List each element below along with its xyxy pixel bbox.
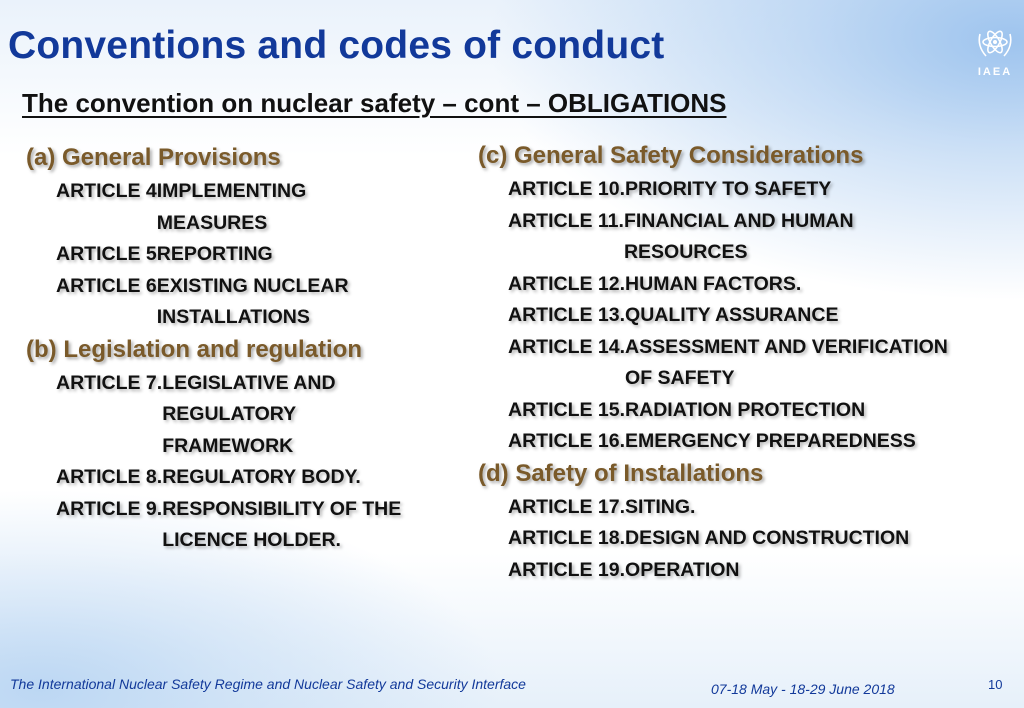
article-title: RADIATION PROTECTION [625,398,866,421]
right-column [478,140,1018,586]
article-title: QUALITY ASSURANCE [625,304,839,326]
article-number: ARTICLE 8. [56,466,163,488]
article-10 [478,174,1018,206]
left-column [26,142,456,557]
article-8 [26,462,456,494]
footer-course-title: The International Nuclear Safety Regime and Nuclear Safety and Security Interface [10,676,526,692]
article-number: ARTICLE 7. [56,371,163,394]
article-number: ARTICLE 9. [56,497,163,520]
article-title: EXISTING NUCLEAR INSTALLATIONS [156,274,349,328]
section-legislation-regulation: (b) Legislation and regulation [26,335,362,363]
article-13 [478,300,1018,332]
slide-subtitle: The convention on nuclear safety – cont – OBLIGATIONS [22,88,727,118]
article-12 [478,269,1018,301]
article-title: DESIGN AND CONSTRUCTION [625,527,910,549]
article-number: ARTICLE 16. [508,430,626,452]
section-general-provisions: (a) General Provisions [26,144,281,171]
section-general-safety: (c) General Safety Considerations [478,142,864,169]
article-16 [478,426,1018,458]
article-number: ARTICLE 18. [508,527,626,549]
article-19 [478,555,1018,587]
article-number: ARTICLE 15. [508,398,626,421]
article-title: SITING. [625,495,696,518]
article-title: LEGISLATIVE AND REGULATORY FRAMEWORK [162,371,336,457]
section-safety-installations: (d) Safety of Installations [478,459,764,487]
article-title: IMPLEMENTING MEASURES [156,180,307,234]
article-number: ARTICLE 5 [56,243,157,265]
article-14 [478,332,1018,395]
article-4 [26,176,456,239]
iaea-logo [970,24,1020,80]
article-title: HUMAN FACTORS. [625,272,802,295]
article-number: ARTICLE 13. [508,304,626,326]
logo-text: IAEA [977,66,1013,78]
article-15 [478,395,1018,427]
article-number: ARTICLE 19. [508,558,626,581]
article-number: ARTICLE 4 [56,180,157,202]
article-number: ARTICLE 10. [508,178,626,200]
iaea-logo-icon [974,24,1016,64]
article-5 [26,239,456,271]
footer-dates: 07-18 May - 18-29 June 2018 [711,681,895,697]
article-number: ARTICLE 6 [56,274,157,297]
article-number: ARTICLE 12. [508,272,626,295]
article-number: ARTICLE 14. [508,335,626,358]
slide-title: Conventions and codes of conduct [8,24,665,67]
article-title: REGULATORY BODY. [162,466,361,488]
article-17 [478,492,1018,524]
article-number: ARTICLE 17. [508,495,626,518]
article-7 [26,368,456,463]
article-6 [26,271,456,334]
article-title: RESPONSIBILITY OF THE LICENCE HOLDER. [162,497,402,551]
article-title: PRIORITY TO SAFETY [625,178,832,200]
article-number: ARTICLE 11. [508,209,624,232]
article-title: OPERATION [625,558,740,581]
article-18 [478,523,1018,555]
article-title: ASSESSMENT AND VERIFICATION OF SAFETY [625,335,948,389]
article-9 [26,494,456,557]
page-number: 10 [988,677,1003,692]
article-title: FINANCIAL AND HUMAN RESOURCES [623,209,854,263]
article-title: EMERGENCY PREPAREDNESS [625,430,916,452]
article-title: REPORTING [156,243,273,265]
article-11 [478,206,1018,269]
